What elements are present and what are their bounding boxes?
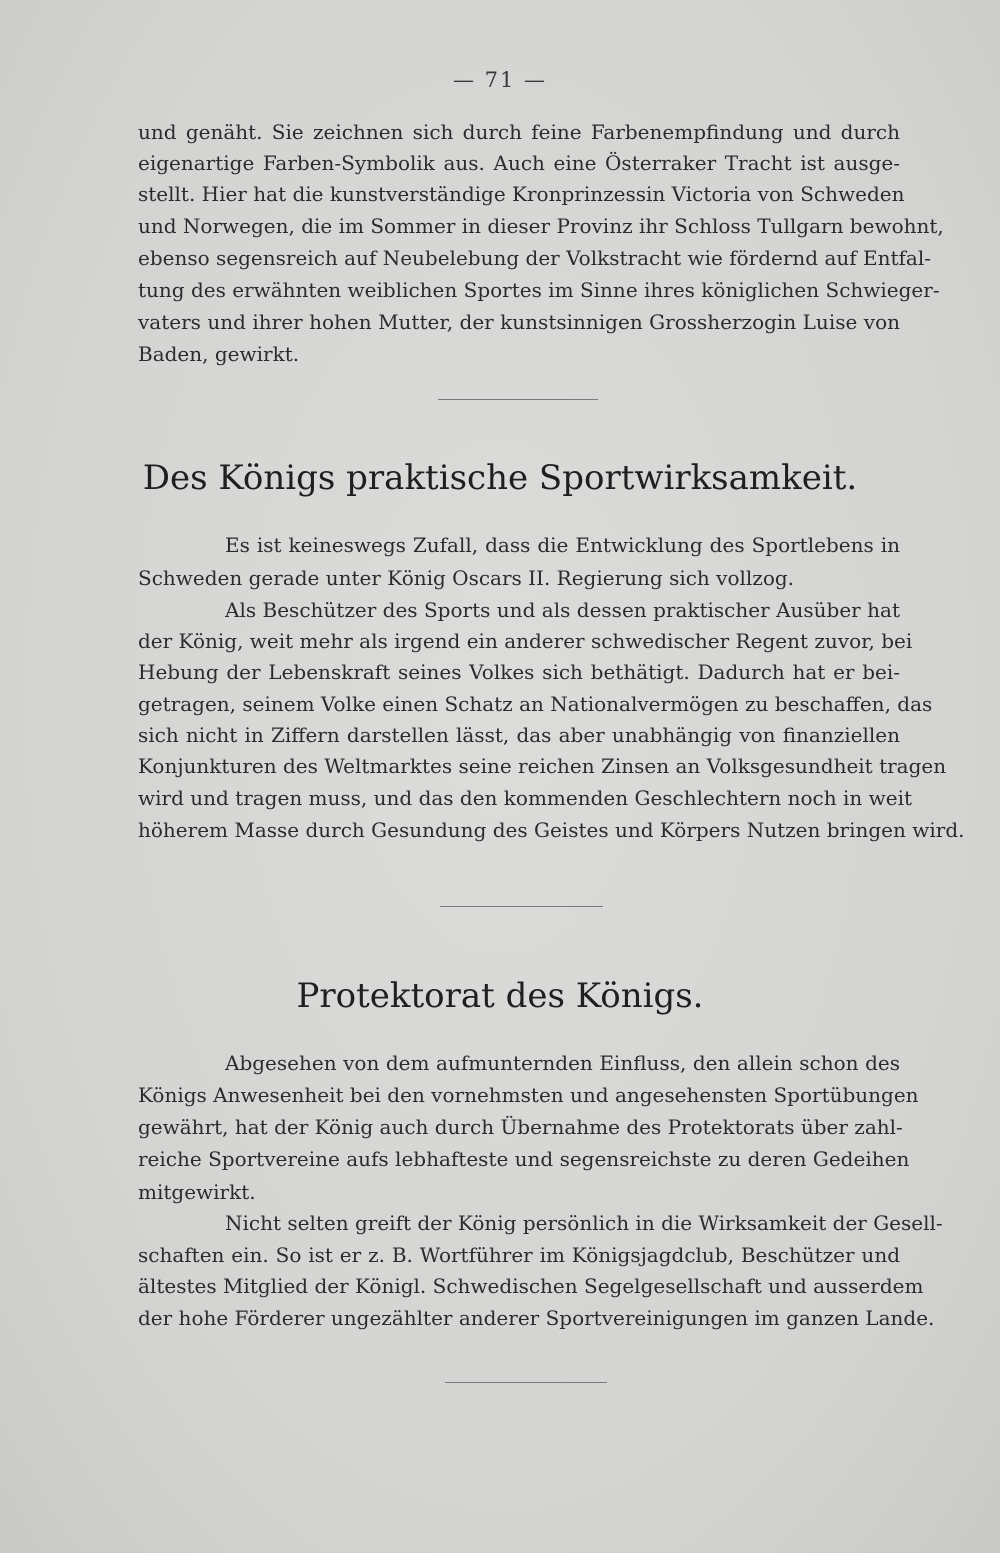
text-line: getragen, seinem Volke einen Schatz an Nationalvermögen zu beschaffen, das [138, 692, 933, 716]
text-line: der König, weit mehr als irgend ein anderer schwedischer Regent zuvor, bei [138, 629, 913, 653]
text-line: Abgesehen von dem aufmunternden Einfluss, den allein schon des [225, 1051, 900, 1075]
text-line: stellt. Hier hat die kunstverständige Kronprinzessin Victoria von Schweden [138, 182, 905, 206]
text-line: der hohe Förderer ungezählter anderer Sportvereinigungen im ganzen Lande. [138, 1306, 935, 1330]
text-line: und genäht. Sie zeichnen sich durch feine Farbenempfindung und durch [138, 120, 900, 144]
text-line: und Norwegen, die im Sommer in dieser Provinz ihr Schloss Tullgarn bewohnt, [138, 214, 944, 238]
text-line: tung des erwähnten weiblichen Sportes im Sinne ihres königlichen Schwieger- [138, 278, 940, 302]
text-line: Königs Anwesenheit bei den vornehmsten und angesehensten Sportübungen [138, 1083, 919, 1107]
text-line: wird und tragen muss, und das den kommenden Geschlechtern noch in weit [138, 786, 913, 810]
text-line: mitgewirkt. [138, 1180, 256, 1204]
page-number: — 71 — [452, 68, 548, 92]
section-divider [440, 906, 603, 907]
text-line: Schweden gerade unter König Oscars II. Regierung sich vollzog. [138, 566, 795, 590]
text-line: schaften ein. So ist er z. B. Wortführer im Königsjagdclub, Beschützer und [138, 1243, 900, 1267]
text-line: Hebung der Lebenskraft seines Volkes sich bethätigt. Dadurch hat er bei- [138, 660, 900, 684]
section-heading: Protektorat des Königs. [296, 976, 704, 1016]
text-line: Konjunkturen des Weltmarktes seine reichen Zinsen an Volksgesundheit tragen [138, 754, 947, 778]
text-line: ebenso segensreich auf Neubelebung der Volkstracht wie fördernd auf Entfal- [138, 246, 932, 270]
text-line: Als Beschützer des Sports und als dessen praktischer Ausüber hat [225, 598, 900, 622]
section-divider [438, 399, 598, 400]
text-line: Es ist keineswegs Zufall, dass die Entwicklung des Sportlebens in [225, 533, 900, 557]
text-line: vaters und ihrer hohen Mutter, der kunstsinnigen Grossherzogin Luise von [138, 310, 900, 334]
text-line: Nicht selten greift der König persönlich in die Wirksamkeit der Gesell- [225, 1211, 943, 1235]
text-line: gewährt, hat der König auch durch Übernahme des Protektorats über zahl- [138, 1115, 903, 1139]
section-heading: Des Königs praktische Sportwirksamkeit. [142, 458, 858, 498]
text-line: reiche Sportvereine aufs lebhafteste und segensreichste zu deren Gedeihen [138, 1147, 910, 1171]
text-line: eigenartige Farben-Symbolik aus. Auch eine Österraker Tracht ist ausge- [138, 151, 900, 175]
text-line: Baden, gewirkt. [138, 342, 300, 366]
text-line: höherem Masse durch Gesundung des Geistes und Körpers Nutzen bringen wird. [138, 818, 965, 842]
section-divider [445, 1382, 607, 1383]
text-line: ältestes Mitglied der Königl. Schwedischen Segelgesellschaft und ausserdem [138, 1274, 924, 1298]
text-line: sich nicht in Ziffern darstellen lässt, das aber unabhängig von finanziellen [138, 723, 900, 747]
